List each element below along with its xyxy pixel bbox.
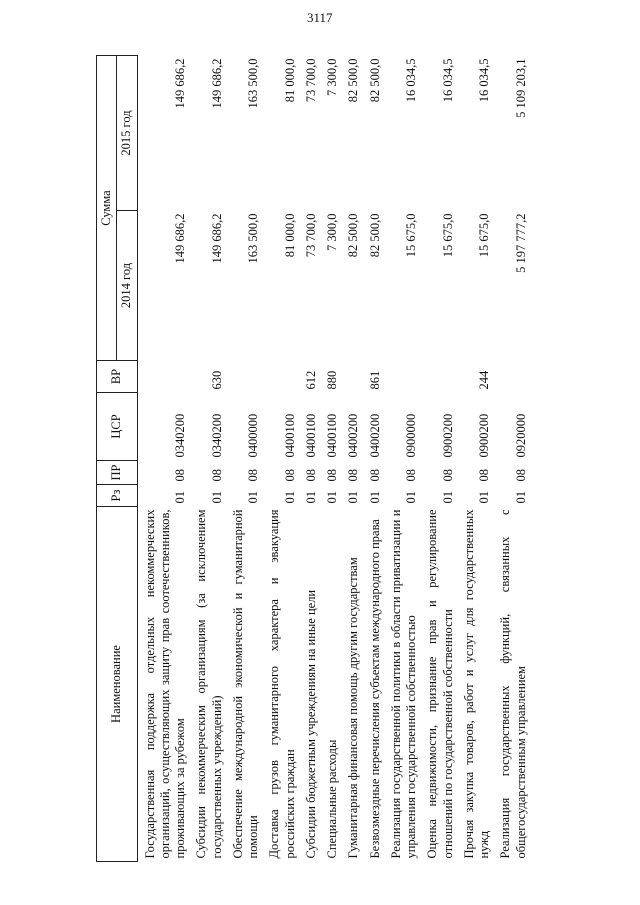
budget-table xyxy=(96,55,530,862)
cell-name: Оценка недвижимости, признание прав и регулирование отношений по государственной собственности xyxy=(425,509,455,859)
cell-y2014: 163 500,0 xyxy=(246,213,260,264)
cell-rz: 01 xyxy=(282,491,297,504)
cell-y2014: 15 675,0 xyxy=(440,213,455,258)
cell-name: Безвозмездные перечисления субъектам международного права xyxy=(367,519,382,859)
header-row xyxy=(97,56,117,862)
cell-rz: 01 xyxy=(440,491,455,504)
cell-csr: 0920000 xyxy=(513,413,528,458)
cell-rz: 01 xyxy=(173,491,187,504)
cell-y2015: 5 109 203,1 xyxy=(513,58,528,118)
cell-pr: 08 xyxy=(246,469,260,482)
cell-y2015: 16 034,5 xyxy=(477,58,491,103)
cell-name: Реализация государственных функций, связанных с общегосударственным управлением xyxy=(498,509,528,859)
cell-vr xyxy=(420,361,457,393)
cell-y2015: 149 686,2 xyxy=(209,58,224,109)
cell-name: Обеспечение международной экономической и гуманитарной помощи xyxy=(230,509,260,859)
cell-csr: 0400000 xyxy=(246,413,260,458)
header-2015: 2015 год xyxy=(117,56,137,211)
cell-y2015: 82 500,0 xyxy=(367,58,382,103)
table-row xyxy=(363,56,384,862)
cell-y2014: 15 675,0 xyxy=(477,213,491,258)
table-row xyxy=(420,56,457,862)
header-2014: 2014 год xyxy=(117,211,137,361)
header-name: Наименование xyxy=(97,507,138,862)
cell-csr: 0400200 xyxy=(346,413,361,458)
cell-name: Субсидии некоммерческим организациям (за исключением государственных учреждений) xyxy=(194,509,224,859)
cell-rz: 01 xyxy=(346,491,361,504)
header-pr: ПР xyxy=(97,461,138,485)
cell-y2014: 73 700,0 xyxy=(303,213,318,258)
cell-y2014: 81 000,0 xyxy=(282,213,297,258)
cell-vr: 861 xyxy=(367,370,382,390)
cell-rz: 01 xyxy=(513,491,528,504)
header-vr: ВР xyxy=(97,361,138,393)
cell-pr: 08 xyxy=(440,469,455,482)
cell-y2015: 163 500,0 xyxy=(246,58,260,109)
cell-pr: 08 xyxy=(209,469,224,482)
cell-y2015: 7 300,0 xyxy=(325,58,339,96)
cell-y2015: 149 686,2 xyxy=(173,58,187,109)
cell-vr: 612 xyxy=(303,370,318,390)
cell-y2014: 82 500,0 xyxy=(367,213,382,258)
cell-y2015: 16 034,5 xyxy=(440,58,455,103)
header-rz: Рз xyxy=(97,485,138,507)
rotated-table-container xyxy=(96,56,579,862)
cell-vr: 880 xyxy=(325,370,339,390)
cell-pr: 08 xyxy=(513,469,528,482)
page-number: 3117 xyxy=(307,10,333,25)
cell-name: Реализация государственной политики в области приватизации и управления государственной собственностью xyxy=(388,509,418,859)
cell-y2015: 81 000,0 xyxy=(282,58,297,103)
table-row xyxy=(189,56,226,862)
cell-vr xyxy=(493,361,530,393)
cell-pr: 08 xyxy=(346,469,361,482)
cell-csr: 0900200 xyxy=(440,413,455,458)
table-row xyxy=(457,56,494,862)
cell-name: Специальные расходы xyxy=(325,739,339,859)
cell-name: Прочая закупка товаров, работ и услуг для государственных нужд xyxy=(461,509,491,859)
cell-rz: 01 xyxy=(477,491,491,504)
table-row xyxy=(137,56,189,862)
cell-pr: 08 xyxy=(173,469,187,482)
table-row xyxy=(299,56,320,862)
cell-y2014: 149 686,2 xyxy=(173,213,187,264)
header-csr: ЦСР xyxy=(97,393,138,461)
cell-name: Доставка грузов гуманитарного характера и эвакуация российских граждан xyxy=(267,509,297,859)
table-body xyxy=(137,56,530,862)
cell-csr: 0400200 xyxy=(367,413,382,458)
cell-csr: 0340200 xyxy=(209,413,224,458)
cell-rz: 01 xyxy=(246,491,260,504)
cell-name: Субсидии бюджетным учреждениям на иные цели xyxy=(303,589,318,859)
cell-rz: 01 xyxy=(367,491,382,504)
cell-y2014: 15 675,0 xyxy=(404,213,418,258)
cell-y2015: 73 700,0 xyxy=(303,58,318,103)
cell-vr xyxy=(226,361,263,393)
cell-csr: 0400100 xyxy=(282,413,297,458)
table-row xyxy=(384,56,421,862)
cell-vr xyxy=(137,361,189,393)
cell-y2014: 82 500,0 xyxy=(346,213,361,258)
table-row xyxy=(320,56,341,862)
cell-vr xyxy=(341,361,362,393)
cell-pr: 08 xyxy=(367,469,382,482)
cell-pr: 08 xyxy=(325,469,339,482)
cell-vr xyxy=(262,361,299,393)
cell-csr: 0340200 xyxy=(173,413,187,458)
cell-y2015: 82 500,0 xyxy=(346,58,361,103)
cell-rz: 01 xyxy=(404,491,418,504)
cell-vr xyxy=(384,361,421,393)
cell-vr: 244 xyxy=(477,370,491,390)
cell-pr: 08 xyxy=(404,469,418,482)
cell-name: Государственная поддержка отдельных некоммерческих организаций, осуществляющих защиту прав соотечественников, проживающих за рубежом xyxy=(142,509,187,859)
cell-csr: 0400100 xyxy=(325,413,339,458)
table-row xyxy=(262,56,299,862)
cell-y2015: 16 034,5 xyxy=(404,58,418,103)
cell-csr: 0900000 xyxy=(404,413,418,458)
table-row xyxy=(493,56,530,862)
cell-pr: 08 xyxy=(303,469,318,482)
cell-csr: 0400100 xyxy=(303,413,318,458)
table-row xyxy=(341,56,362,862)
cell-rz: 01 xyxy=(303,491,318,504)
cell-rz: 01 xyxy=(325,491,339,504)
cell-vr: 630 xyxy=(209,370,224,390)
cell-csr: 0900200 xyxy=(477,413,491,458)
cell-pr: 08 xyxy=(477,469,491,482)
table-row xyxy=(226,56,263,862)
cell-y2014: 5 197 777,2 xyxy=(513,213,528,273)
cell-name: Гуманитарная финансовая помощь другим государствам xyxy=(346,557,361,859)
cell-y2014: 149 686,2 xyxy=(209,213,224,264)
cell-rz: 01 xyxy=(209,491,224,504)
cell-pr: 08 xyxy=(282,469,297,482)
cell-y2014: 7 300,0 xyxy=(325,213,339,251)
header-sum: Сумма xyxy=(97,56,117,361)
